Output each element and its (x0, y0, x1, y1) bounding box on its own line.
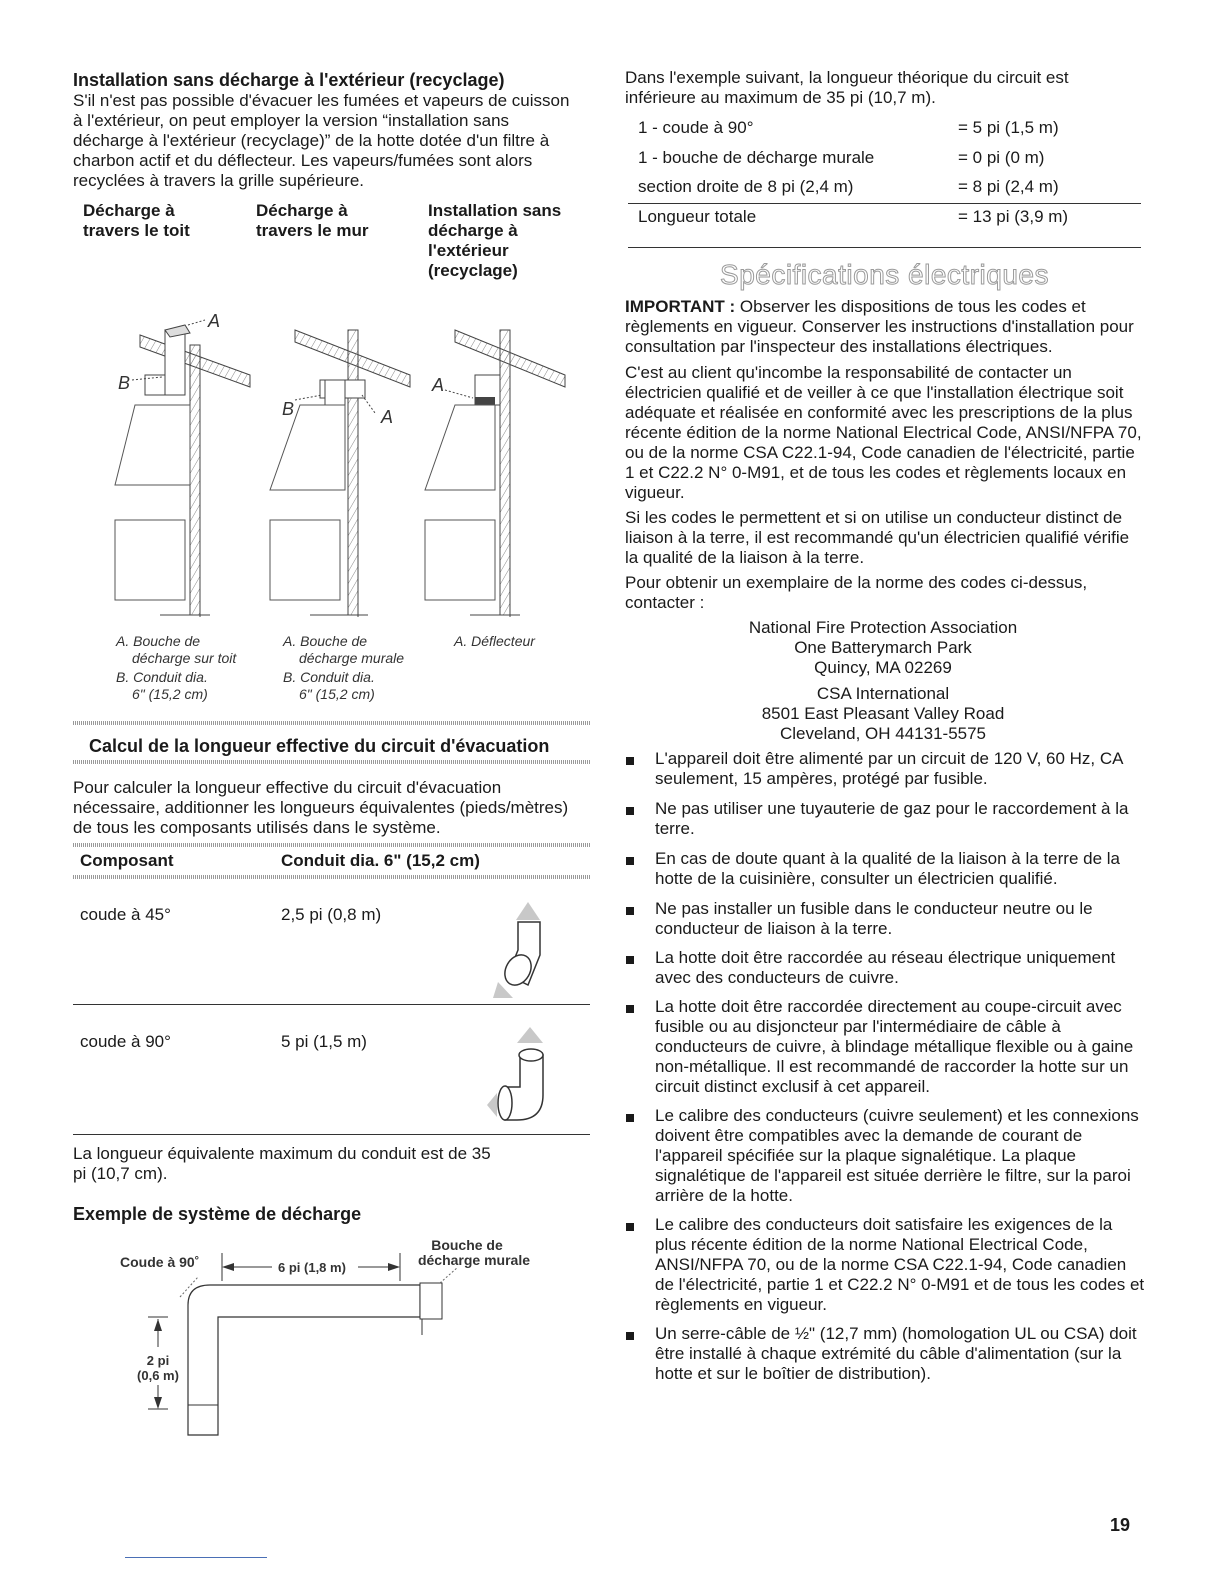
elbow-90-icon (485, 1025, 560, 1125)
fig1-label-a: A (208, 311, 221, 331)
list-item: Le calibre des conducteurs doit satisfaire les exigences de la plus récente édition de la norme National Electrical Code, ANSI/NFPA 70, ou de la norme CSA C22.1-94, Code canadien de l'électricité, partie 1 et C22.2 N° 0-M91 et de tous les codes et règlements en vigueur. (655, 1215, 1145, 1314)
bullet-icon (626, 1223, 634, 1231)
table-row-value: 5 pi (1,5 m) (281, 1032, 367, 1051)
calc-value: = 8 pi (2,4 m) (958, 177, 1059, 196)
responsibility-paragraph: C'est au client qu'incombe la responsabilité de contacter un électricien qualifié et de veiller à ce que l'installation électrique soit adéquate et réalisée en conformité avec les prescriptions de la plus récente édition de la norme National Electrical Code, ANSI/NFPA 70, ou de la norme CSA C22.1-94, Code canadien de l'électricité, partie 1 et C22.2 N° 0-M91, et de tous les codes et règlements locaux en vigueur. (625, 363, 1142, 502)
calc-item: section droite de 8 pi (2,4 m) (638, 177, 854, 196)
installation-diagrams (100, 305, 580, 625)
calc-item: 1 - bouche de décharge murale (638, 148, 875, 167)
address-csa-line2: 8501 East Pleasant Valley Road (761, 704, 1005, 723)
bullet-icon (626, 807, 634, 815)
fig3-label-a: A (432, 375, 445, 395)
label-vent-2: décharge murale (417, 1252, 531, 1268)
bullet-icon (626, 857, 634, 865)
label-vent-1: Bouche de (431, 1237, 503, 1253)
caption-roof-b2: 6" (15,2 cm) (132, 686, 208, 702)
figure-recirculate (425, 330, 565, 617)
address-csa-line3: Cleveland, OH 44131-5575 (779, 724, 987, 743)
table-separator (73, 1134, 590, 1135)
section-title-electrical: Spécifications électriques (720, 259, 1049, 290)
bullet-icon (626, 757, 634, 765)
bullet-icon (626, 1005, 634, 1013)
fig1-label-b: B (118, 373, 131, 393)
table-row-component: coude à 90° (80, 1032, 171, 1051)
divider (73, 721, 590, 725)
max-length-note: La longueur équivalente maximum du conduit est de 35 pi (10,7 cm). (73, 1144, 491, 1183)
divider (73, 760, 590, 764)
caption-roof-a2: décharge sur toit (132, 650, 237, 666)
caption-roof-a1: A. Bouche de (116, 633, 201, 649)
caption-wall-b1: B. Conduit dia. (283, 669, 375, 685)
figure-roof-vent (115, 320, 250, 617)
table-head-duct: Conduit dia. 6" (15,2 cm) (281, 851, 480, 870)
fig2-label-a: A (381, 407, 394, 427)
contact-paragraph: Pour obtenir un exemplaire de la norme des codes ci-dessus, contacter : (625, 573, 1088, 612)
fig2-label-b: B (282, 399, 295, 419)
caption-roof-b1: B. Conduit dia. (116, 669, 208, 685)
section-divider (628, 247, 1141, 248)
calc-value: = 0 pi (0 m) (958, 148, 1045, 167)
bullet-icon (626, 956, 634, 964)
total-value: = 13 pi (3,9 m) (958, 207, 1069, 226)
section-title-calc: Calcul de la longueur effective du circuit d'évacuation (89, 736, 550, 756)
divider (73, 843, 590, 847)
col-head-wall: Décharge à travers le mur (256, 201, 369, 240)
total-label: Longueur totale (638, 207, 757, 226)
col-head-roof: Décharge à travers le toit (83, 201, 190, 240)
list-item: Ne pas utiliser une tuyauterie de gaz pour le raccordement à la terre. (655, 799, 1129, 838)
elbow-45-icon (488, 900, 558, 1000)
list-item: La hotte doit être raccordée directement au coupe-circuit avec fusible ou au disjoncteur par l'intermédiaire de câble à conducteurs de cuivre, à blindage métallique flexible ou à gaine non-métallique. Il est recommandé de raccorder la hotte sur un circuit distinct exclusif à cet appareil. (655, 997, 1134, 1096)
bullet-icon (626, 907, 634, 915)
important-label: IMPORTANT : (625, 297, 736, 316)
total-separator (628, 203, 1141, 204)
page-number: 19 (1110, 1515, 1131, 1535)
footer-line (125, 1557, 267, 1558)
caption-wall-b2: 6" (15,2 cm) (299, 686, 375, 702)
section-title-recycle: Installation sans décharge à l'extérieur (recyclage) (73, 70, 505, 90)
table-row-value: 2,5 pi (0,8 m) (281, 905, 382, 924)
list-item: Le calibre des conducteurs (cuivre seulement) et les connexions doivent être compatibles avec la demande de courant de l'appareil spécifiée sur la plaque signalétique. La plaque signalétique de l'appareil est située derrière le filtre, sur la paroi arrière de la hotte. (655, 1106, 1139, 1205)
label-rise-2: (0,6 m) (137, 1368, 179, 1383)
table-head-component: Composant (80, 851, 174, 870)
caption-wall-a1: A. Bouche de (283, 633, 368, 649)
table-separator (73, 1004, 590, 1005)
list-item: En cas de doute quant à la qualité de la liaison à la terre de la hotte de la cuisinière, consulter un électricien qualifié. (655, 849, 1120, 888)
bullet-icon (626, 1332, 634, 1340)
list-item: Un serre-câble de ½" (12,7 mm) (homologation UL ou CSA) doit être installé à chaque extrémité du câble d'alimentation (sur la hotte et sur le boîtier de distribution). (655, 1324, 1137, 1383)
caption-wall-a2: décharge murale (299, 650, 405, 666)
address-csa-line1: CSA International (816, 684, 950, 703)
bullet-icon (626, 1114, 634, 1122)
address-nfpa-line3: Quincy, MA 02269 (814, 658, 952, 677)
label-length: 6 pi (1,8 m) (278, 1260, 346, 1275)
figure-wall-vent (270, 330, 410, 617)
important-text: Observer les dispositions de tous les codes et règlements en vigueur. Conserver les instructions d'installation pour consultation par l'inspecteur des installations électriques. (625, 297, 1134, 356)
important-paragraph (625, 297, 1135, 357)
col-head-recirculate: Installation sans décharge à l'extérieur (recyclage) (428, 201, 562, 280)
caption-deflector: A. Déflecteur (454, 633, 535, 649)
label-rise-1: 2 pi (146, 1353, 170, 1368)
table-row-component: coude à 45° (80, 905, 171, 924)
example-intro: Dans l'exemple suivant, la longueur théorique du circuit est inférieure au maximum de 35 pi (10,7 m). (625, 68, 1069, 107)
calc-value: = 5 pi (1,5 m) (958, 118, 1059, 137)
recycle-body: S'il n'est pas possible d'évacuer les fumées et vapeurs de cuisson à l'extérieur, on peut employer la version “installation sans décharge à l'extérieur (recyclage)” de la hotte dotée d'un filtre à charbon actif et du déflecteur. Les vapeurs/fumées sont alors recyclées à travers la grille supérieure. (73, 91, 570, 190)
calc-item: 1 - coude à 90° (638, 118, 754, 137)
label-elbow-90: Coude à 90˚ (120, 1254, 200, 1270)
list-item: La hotte doit être raccordée au réseau électrique uniquement avec des conducteurs de cuivre. (655, 948, 1116, 987)
calc-body: Pour calculer la longueur effective du circuit d'évacuation nécessaire, additionner les longueurs équivalentes (pieds/mètres) de tous les composants utilisés dans le système. (73, 778, 569, 837)
example-vent-diagram (110, 1235, 570, 1445)
list-item: L'appareil doit être alimenté par un circuit de 120 V, 60 Hz, CA seulement, 15 ampères, protégé par fusible. (655, 749, 1123, 788)
section-title-example: Exemple de système de décharge (73, 1204, 362, 1224)
address-nfpa-line1: National Fire Protection Association (748, 618, 1018, 637)
address-nfpa-line2: One Batterymarch Park (794, 638, 972, 657)
ground-paragraph: Si les codes le permettent et si on utilise un conducteur distinct de liaison à la terre, il est recommandé qu'un électricien qualifié vérifie la qualité de la liaison à la terre. (625, 508, 1130, 567)
divider (73, 875, 590, 879)
list-item: Ne pas installer un fusible dans le conducteur neutre ou le conducteur de liaison à la terre. (655, 899, 1093, 938)
